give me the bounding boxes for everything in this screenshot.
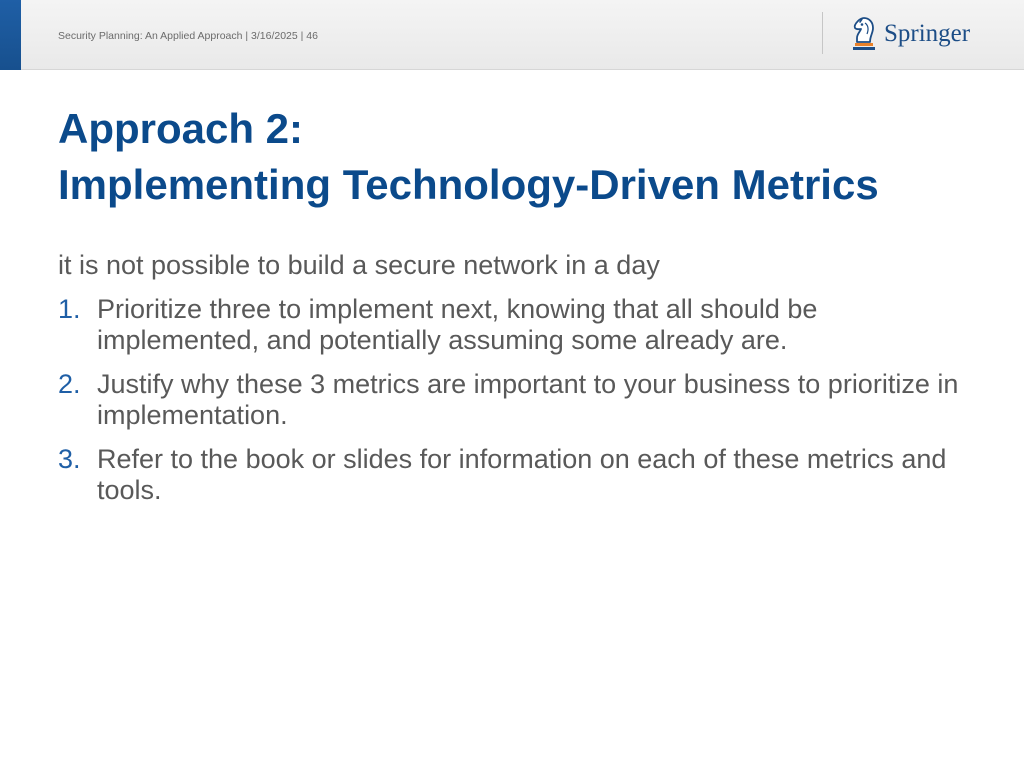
list-item-text: Prioritize three to implement next, knowing that all should be implemented, and potentially assuming some already are.: [97, 294, 818, 355]
list-item-text: Justify why these 3 metrics are important to your business to prioritize in implementation.: [97, 369, 959, 430]
slide-footer-info: Security Planning: An Applied Approach | 3/16/2025 | 46: [58, 30, 318, 42]
logo-divider: [822, 12, 823, 54]
list-item-number: 3.: [58, 444, 81, 474]
slide-title: [58, 101, 998, 213]
springer-logo: [850, 14, 970, 52]
list-item-2: [58, 369, 978, 431]
list-item-number: 1.: [58, 294, 81, 324]
list-item-3: [58, 444, 978, 506]
intro-text: it is not possible to build a secure network in a day: [58, 250, 660, 280]
list-item-number: 2.: [58, 369, 81, 399]
chess-knight-icon: [850, 15, 878, 51]
list-item-1: [58, 294, 978, 356]
accent-strip: [0, 0, 21, 70]
slide-header: [0, 0, 1024, 70]
slide-title-line-2: Implementing Technology-Driven Metrics: [58, 161, 879, 208]
slide-title-line-1: Approach 2:: [58, 105, 304, 152]
numbered-list: [58, 294, 978, 506]
springer-logo-text: Springer: [884, 19, 971, 47]
slide-body: [58, 250, 978, 519]
list-item-text: Refer to the book or slides for information on each of these metrics and tools.: [97, 444, 947, 505]
